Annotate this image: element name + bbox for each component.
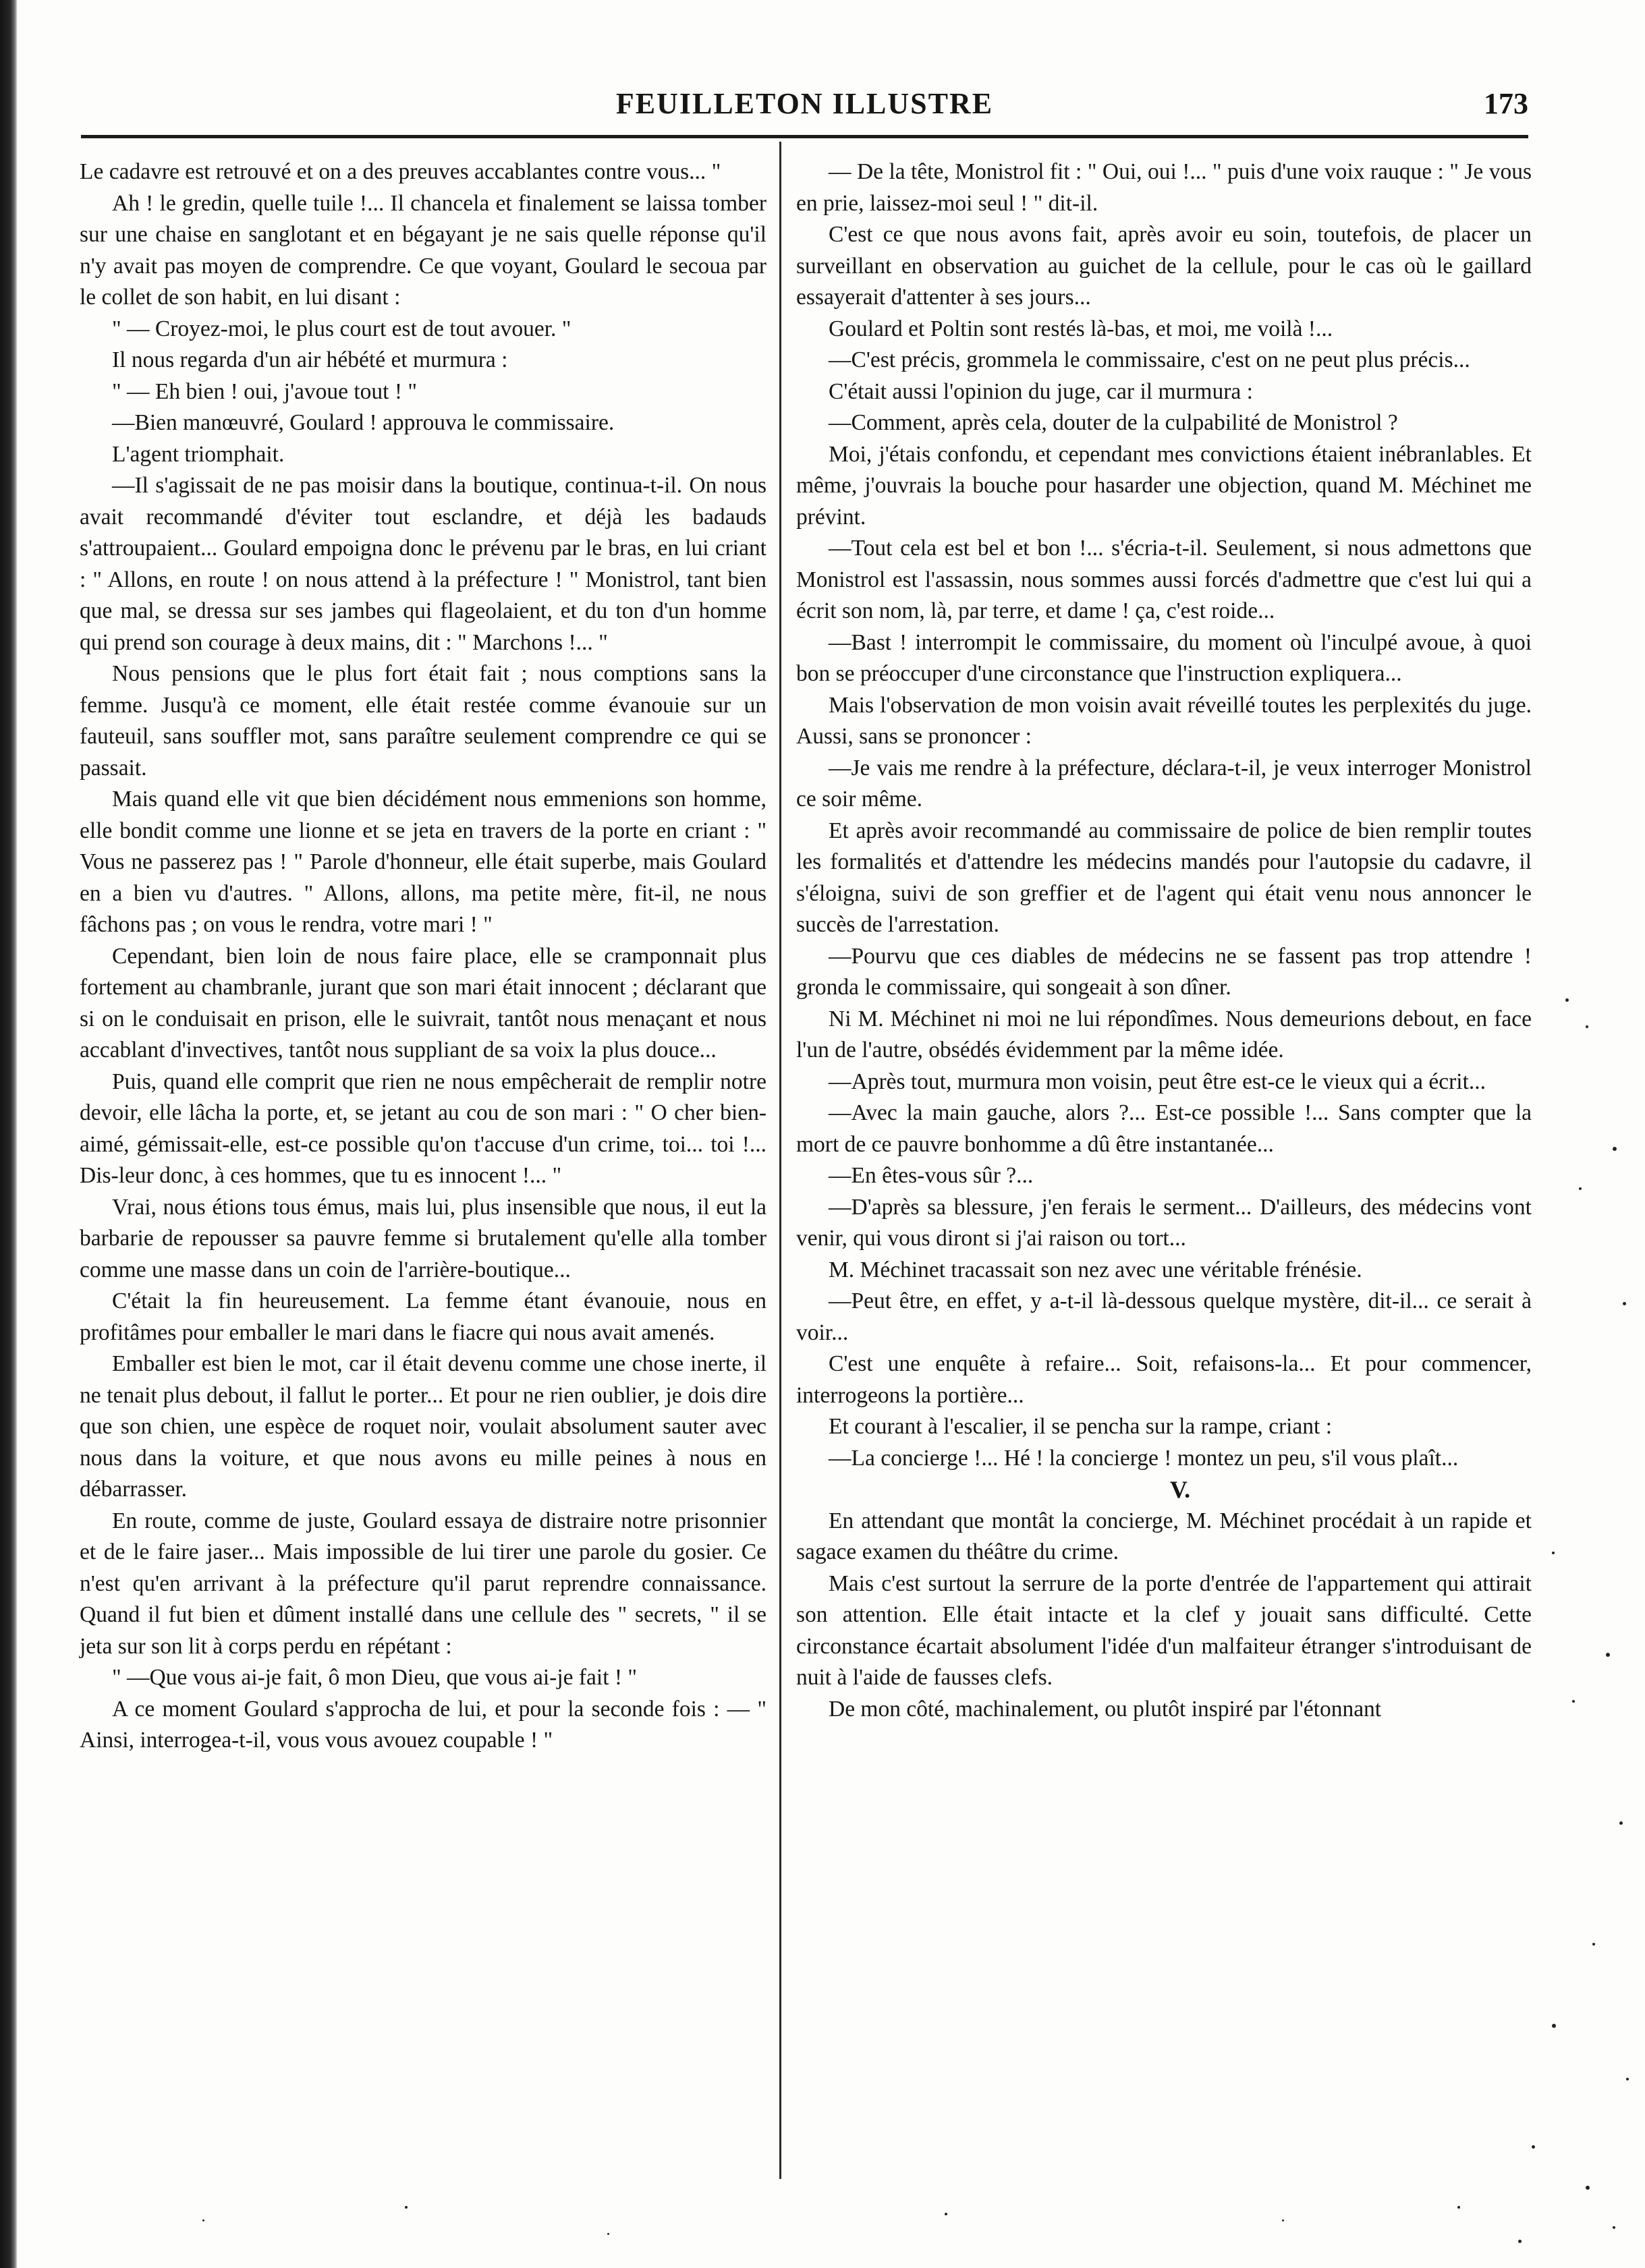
left-column — [80, 157, 766, 1757]
paragraph: Nous pensions que le plus fort était fait ; nous comptions sans la femme. Jusqu'à ce moment, elle était restée comme évanouie sur un fauteuil, sans souffler mot, sans paraître seulement comprendre ce qui se passait. — [80, 661, 766, 781]
paragraph: En route, comme de juste, Goulard essaya de distraire notre prisonnier et de le faire jaser... Mais impossible de lui tirer une parole du gosier. Ce n'est qu'en arrivant à la préfecture qu'il parut reprendre connaissance. Quand il fut bien et dûment installé dans une cellule des " secrets, " il se jeta sur son lit à corps perdu en répétant : — [80, 1508, 766, 1659]
paragraph: " —Que vous ai-je fait, ô mon Dieu, que vous ai-je fait ! " — [112, 1665, 638, 1690]
paragraph: C'est ce que nous avons fait, après avoir eu soin, toutefois, de placer un surveillant en observation au guichet de la cellule, pour le cas où le gaillard essayerait d'attenter à ses jours... — [796, 222, 1532, 310]
paragraph: Mais quand elle vit que bien décidément nous emmenions son homme, elle bondit comme une lionne et se jeta en travers de la porte en criant : " Vous ne passerez pas ! " Parole d'honneur, elle était superbe, mais Goulard en a bien vu d'autres. " Allons, allons, ma petite mère, fit-il, ne nous fâchons pas ; on vous le rendra, votre mari ! " — [80, 787, 766, 937]
paragraph: Mais l'observation de mon voisin avait réveillé toutes les perplexités du juge. Aussi, sans se prononcer : — [796, 692, 1532, 749]
scan-speck — [405, 2206, 408, 2209]
scan-speck — [1572, 1700, 1575, 1703]
scan-speck — [1282, 2219, 1284, 2221]
paragraph: Goulard et Poltin sont restés là-bas, et moi, me voilà !... — [829, 316, 1333, 341]
paragraph: C'était la fin heureusement. La femme étant évanouie, nous en profitâmes pour emballer le mari dans le fiacre qui nous avait amenés. — [80, 1288, 766, 1345]
paragraph: Cependant, bien loin de nous faire place, elle se cramponnait plus fortement au chambranle, jurant que son mari était innocent ; déclarant que si on le conduisait en prison, elle le suivrait, tantôt nous menaçant et nous accablant d'invectives, tantôt nous suppliant de sa voix la plus douce... — [80, 943, 766, 1062]
paragraph: —D'après sa blessure, j'en ferais le serment... D'ailleurs, des médecins vont venir, qui vous diront si j'ai raison ou tort... — [796, 1194, 1532, 1251]
paragraph: " — Croyez-moi, le plus court est de tout avouer. " — [112, 316, 571, 341]
scan-speck — [1457, 2206, 1460, 2209]
paragraph: C'était aussi l'opinion du juge, car il murmura : — [829, 378, 1253, 404]
header-rule — [81, 135, 1528, 138]
scan-speck — [1565, 998, 1569, 1002]
paragraph: Emballer est bien le mot, car il était devenu comme une chose inerte, il ne tenait plus debout, il fallut le porter... Et pour ne rien oublier, je dois dire que son chien, une espèce de roquet noir, voulait absolument sauter avec nous dans la voiture, et que nous avons eu mille peines à nous en débarrasser. — [80, 1351, 766, 1502]
paragraph: —C'est précis, grommela le commissaire, c'est on ne peut plus précis... — [829, 347, 1470, 372]
paragraph: Ni M. Méchinet ni moi ne lui répondîmes. Nous demeurions debout, en face l'un de l'autre, obsédés évidemment par la même idée. — [796, 1006, 1532, 1062]
scan-speck — [1613, 1147, 1617, 1151]
paragraph: —Bast ! interrompit le commissaire, du moment où l'inculpé avoue, à quoi bon se préoccuper d'une circonstance que l'instruction expliquera... — [796, 629, 1532, 686]
scan-speck — [1623, 1302, 1626, 1305]
binding-edge — [0, 0, 18, 2268]
running-title: FEUILLETON ILLUSTRE — [615, 87, 994, 120]
paragraph: M. Méchinet tracassait son nez avec une véritable frénésie. — [829, 1257, 1362, 1282]
scan-speck — [1606, 1653, 1610, 1657]
paragraph: De mon côté, machinalement, ou plutôt inspiré par l'étonnant — [829, 1696, 1382, 1722]
paragraph: —Après tout, murmura mon voisin, peut être est-ce le vieux qui a écrit... — [829, 1069, 1486, 1094]
paragraph: — De la tête, Monistrol fit : " Oui, oui !... " puis d'une voix rauque : " Je vous en prie, laissez-moi seul ! " dit-il. — [796, 159, 1532, 216]
paragraph: C'est une enquête à refaire... Soit, refaisons-la... Et pour commencer, interrogeons la portière... — [796, 1351, 1532, 1408]
scan-speck — [1518, 2240, 1522, 2243]
paragraph: —Bien manœuvré, Goulard ! approuva le commissaire. — [112, 410, 615, 435]
paragraph: En attendant que montât la concierge, M. Méchinet procédait à un rapide et sagace examen du théâtre du crime. — [796, 1508, 1532, 1564]
paragraph: —En êtes-vous sûr ?... — [829, 1163, 1034, 1188]
scan-speck — [1613, 2226, 1615, 2229]
scan-speck — [1619, 1821, 1623, 1825]
paragraph: —Avec la main gauche, alors ?... Est-ce possible !... Sans compter que la mort de ce pauvre bonhomme a dû être instantanée... — [796, 1100, 1532, 1157]
scan-speck — [202, 2219, 204, 2221]
paragraph: —Tout cela est bel et bon !... s'écria-t-il. Seulement, si nous admettons que Monistrol est l'assassin, nous sommes aussi forcés d'admettre que c'est lui qui a écrit son nom, là, par terre, et dame ! ça, c'est roide... — [796, 536, 1532, 623]
right-column — [796, 157, 1532, 1725]
paragraph: Le cadavre est retrouvé et on a des preuves accablantes contre vous... " — [80, 159, 721, 184]
paragraph: —La concierge !... Hé ! la concierge ! montez un peu, s'il vous plaît... — [829, 1445, 1459, 1471]
paragraph: Vrai, nous étions tous émus, mais lui, plus insensible que nous, il eut la barbarie de repousser sa pauvre femme si brutalement qu'elle alla tomber comme une masse dans un coin de l'arrière-boutique... — [80, 1194, 766, 1282]
paragraph: Et courant à l'escalier, il se pencha sur la rampe, criant : — [829, 1414, 1333, 1439]
column-divider — [779, 142, 781, 2179]
paragraph: Et après avoir recommandé au commissaire de police de bien remplir toutes les formalités et d'attendre les médecins mandés pour l'autopsie du cadavre, il s'éloigna, suivi de son greffier et de l'agent qui était venu nous annoncer le succès de l'arrestation. — [796, 818, 1532, 937]
paragraph: —Je vais me rendre à la préfecture, déclara-t-il, je veux interroger Monistrol ce soir même. — [796, 755, 1532, 812]
paragraph: —Il s'agissait de ne pas moisir dans la boutique, continua-t-il. On nous avait recommandé d'éviter tout esclandre, et déjà les badauds s'attroupaient... Goulard empoigna donc le prévenu par le bras, en lui criant : " Allons, en route ! on nous attend à la préfecture ! " Monistrol, tant bien que mal, se dressa sur ses jambes qui flageolaient, et du ton d'un homme qui prend son courage à deux mains, dit : " Marchons !... " — [80, 473, 766, 655]
paragraph: —Pourvu que ces diables de médecins ne se fassent pas trop attendre ! gronda le commissaire, qui songeait à son dîner. — [796, 943, 1532, 1000]
scan-speck — [1579, 1187, 1582, 1190]
paragraph: —Peut être, en effet, y a-t-il là-dessous quelque mystère, dit-il... ce serait à voir... — [796, 1288, 1532, 1345]
page-header — [81, 82, 1528, 136]
paragraph: L'agent triomphait. — [112, 441, 285, 467]
paragraph: Il nous regarda d'un air hébété et murmura : — [112, 347, 508, 372]
scan-speck — [1626, 2078, 1629, 2080]
scan-speck — [1586, 1025, 1588, 1028]
paragraph: " — Eh bien ! oui, j'avoue tout ! " — [112, 378, 418, 404]
scan-speck — [1552, 2024, 1556, 2028]
page-number: 173 — [1484, 87, 1528, 120]
paragraph: Ah ! le gredin, quelle tuile !... Il chancela et finalement se laissa tomber sur une chaise en sanglotant et en bégayant je ne sais quelle réponse qu'il n'y avait pas moyen de comprendre. Ce que voyant, Goulard le secoua par le collet de son habit, en lui disant : — [80, 190, 766, 310]
scan-speck — [1592, 1943, 1595, 1946]
paragraph: Moi, j'étais confondu, et cependant mes convictions étaient inébranlables. Et même, j'ouvrais la bouche pour hasarder une objection, quand M. Méchinet me prévint. — [796, 441, 1532, 530]
paragraph: A ce moment Goulard s'approcha de lui, et pour la seconde fois : — " Ainsi, interrogea-t-il, vous vous avouez coupable ! " — [80, 1696, 766, 1753]
scan-speck — [945, 2213, 947, 2215]
paragraph: —Comment, après cela, douter de la culpabilité de Monistrol ? — [829, 410, 1398, 435]
scan-speck — [1532, 2145, 1535, 2149]
section-heading: V. — [1169, 1476, 1191, 1503]
paragraph: Mais c'est surtout la serrure de la porte d'entrée de l'appartement qui attirait son attention. Elle était intacte et la clef y jouait sans difficulté. Cette circonstance écartait absolument l'idée d'un malfaiteur étranger s'introduisant de nuit à l'aide de fausses clefs. — [796, 1570, 1532, 1690]
scan-speck — [1586, 2186, 1590, 2190]
paragraph: Puis, quand elle comprit que rien ne nous empêcherait de remplir notre devoir, elle lâcha la porte, et, se jetant au cou de son mari : " O cher bien-aimé, gémissait-elle, est-ce possible qu'on t'accuse d'un crime, toi... toi !... Dis-leur donc, à ces hommes, que tu es innocent !... " — [80, 1069, 766, 1188]
scan-speck — [1552, 1552, 1555, 1554]
scan-speck — [607, 2233, 609, 2235]
